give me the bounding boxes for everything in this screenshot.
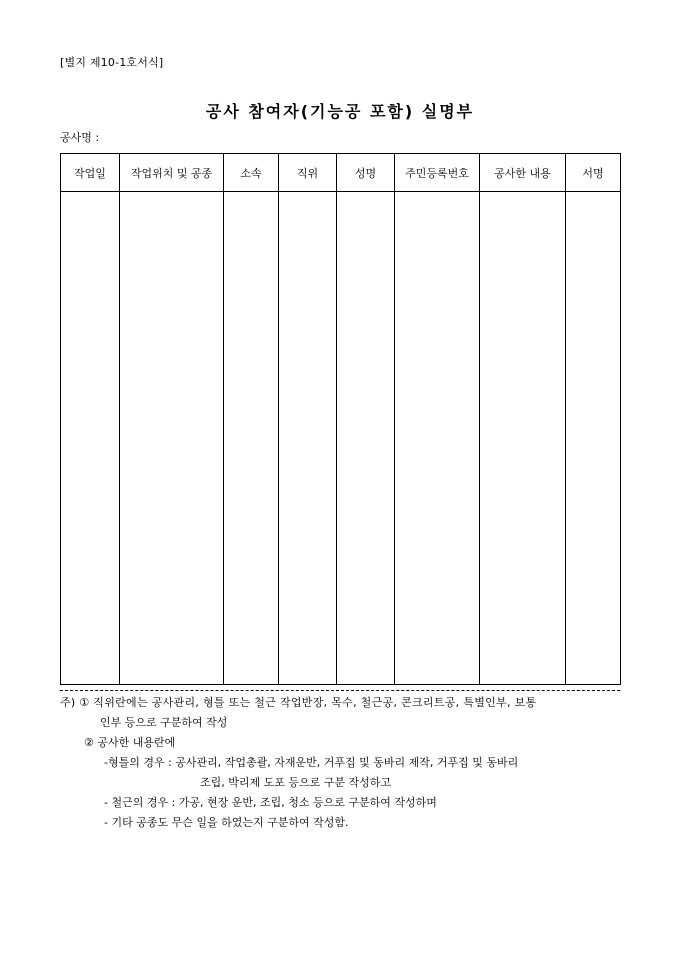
position-cell[interactable] [279,192,337,685]
notes-divider [60,690,620,691]
notes-section [60,693,635,833]
signature-cell[interactable] [566,192,621,685]
header-affiliation: 소속 [224,154,279,192]
note-2-title: ② 공사한 내용란에 [84,736,176,749]
form-label: [별지 제10-1호서식] [60,56,164,69]
note-2-rebar: - 철근의 경우 : 가공, 현장 운반, 조립, 청소 등으로 구분하여 작성하며 [104,796,437,809]
note-2-formwork-line-1: -형틀의 경우 : 공사관리, 작업총괄, 자재운반, 거푸집 및 동바리 제작, 거푸집 및 동바리 [104,756,519,769]
note-2-other: - 기타 공종도 무슨 일을 하였는지 구분하여 작성함. [104,816,349,829]
participant-table [60,153,621,685]
note-1-line-2: 인부 등으로 구분하여 작성 [100,716,228,729]
header-position: 직위 [279,154,337,192]
affiliation-cell[interactable] [224,192,279,685]
header-work-location-trade: 작업위치 및 공종 [120,154,224,192]
work-location-trade-cell[interactable] [120,192,224,685]
resident-number-cell[interactable] [395,192,480,685]
header-work-content: 공사한 내용 [480,154,566,192]
work-date-cell[interactable] [61,192,120,685]
note-1-line-1: 주) ① 직위란에는 공사관리, 형틀 또는 철근 작업반장, 목수, 철근공, 콘크리트공, 특별인부, 보통 [60,696,537,709]
document-title: 공사 참여자(기능공 포함) 실명부 [205,102,475,121]
table-body-row [61,192,621,685]
project-name-label: 공사명 : [60,131,100,144]
header-work-date: 작업일 [61,154,120,192]
header-signature: 서명 [566,154,621,192]
header-resident-number: 주민등록번호 [395,154,480,192]
name-cell[interactable] [337,192,395,685]
note-2-formwork-line-2: 조립, 박리제 도포 등으로 구분 작성하고 [200,776,391,789]
work-content-cell[interactable] [480,192,566,685]
header-name: 성명 [337,154,395,192]
table-header-row [61,154,621,192]
